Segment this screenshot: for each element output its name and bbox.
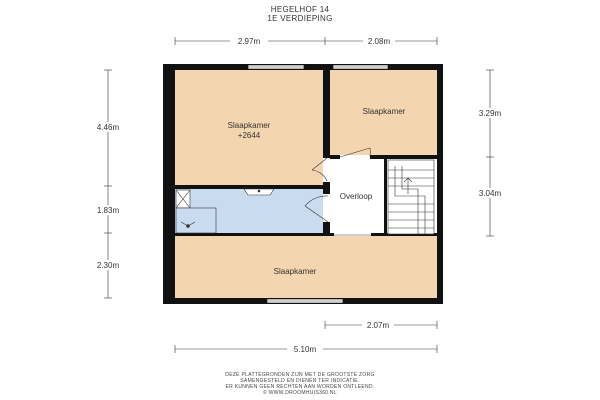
copyright-line: © WWW.DROOMHUIS360.NL	[263, 390, 337, 396]
disclaimer-line: DEZE PLATTEGRONDEN ZIJN MET DE GROOTSTE ZORG	[225, 372, 375, 378]
bedroom-1-label: Slaapkamer	[227, 121, 271, 130]
dimension-top-left: 2.97m	[237, 37, 261, 46]
disclaimer-line: ER KUNNEN GEEN RECHTEN AAN WORDEN ONTLEEND.	[225, 384, 375, 390]
floor-title: 1E VERDIEPING	[267, 14, 333, 23]
dimension-right-upper: 3.29m	[478, 109, 502, 118]
shower-icon	[176, 208, 216, 233]
dimension-left-lower: 2.30m	[96, 261, 120, 270]
staircase-icon	[388, 160, 434, 234]
address-title: HEGELHOF 14	[270, 5, 330, 14]
dimension-bottom-total: 5.10m	[293, 345, 317, 354]
disclaimer-line: SAMENGESTELD EN DIENEN TER INDICATIE.	[240, 378, 360, 384]
dimension-right-lower: 3.04m	[478, 189, 502, 198]
dimension-left-upper: 4.46m	[96, 123, 120, 132]
bedroom-3-label: Slaapkamer	[273, 267, 317, 276]
dimension-top-right: 2.08m	[367, 37, 391, 46]
landing-label: Overloop	[339, 192, 373, 201]
dimension-bottom-right: 2.07m	[366, 321, 390, 330]
disclaimer	[0, 372, 600, 396]
bedroom-2-label: Slaapkamer	[362, 107, 406, 116]
dimension-left-middle: 1.83m	[96, 206, 120, 215]
bedroom-1-level: +2644	[237, 131, 261, 140]
